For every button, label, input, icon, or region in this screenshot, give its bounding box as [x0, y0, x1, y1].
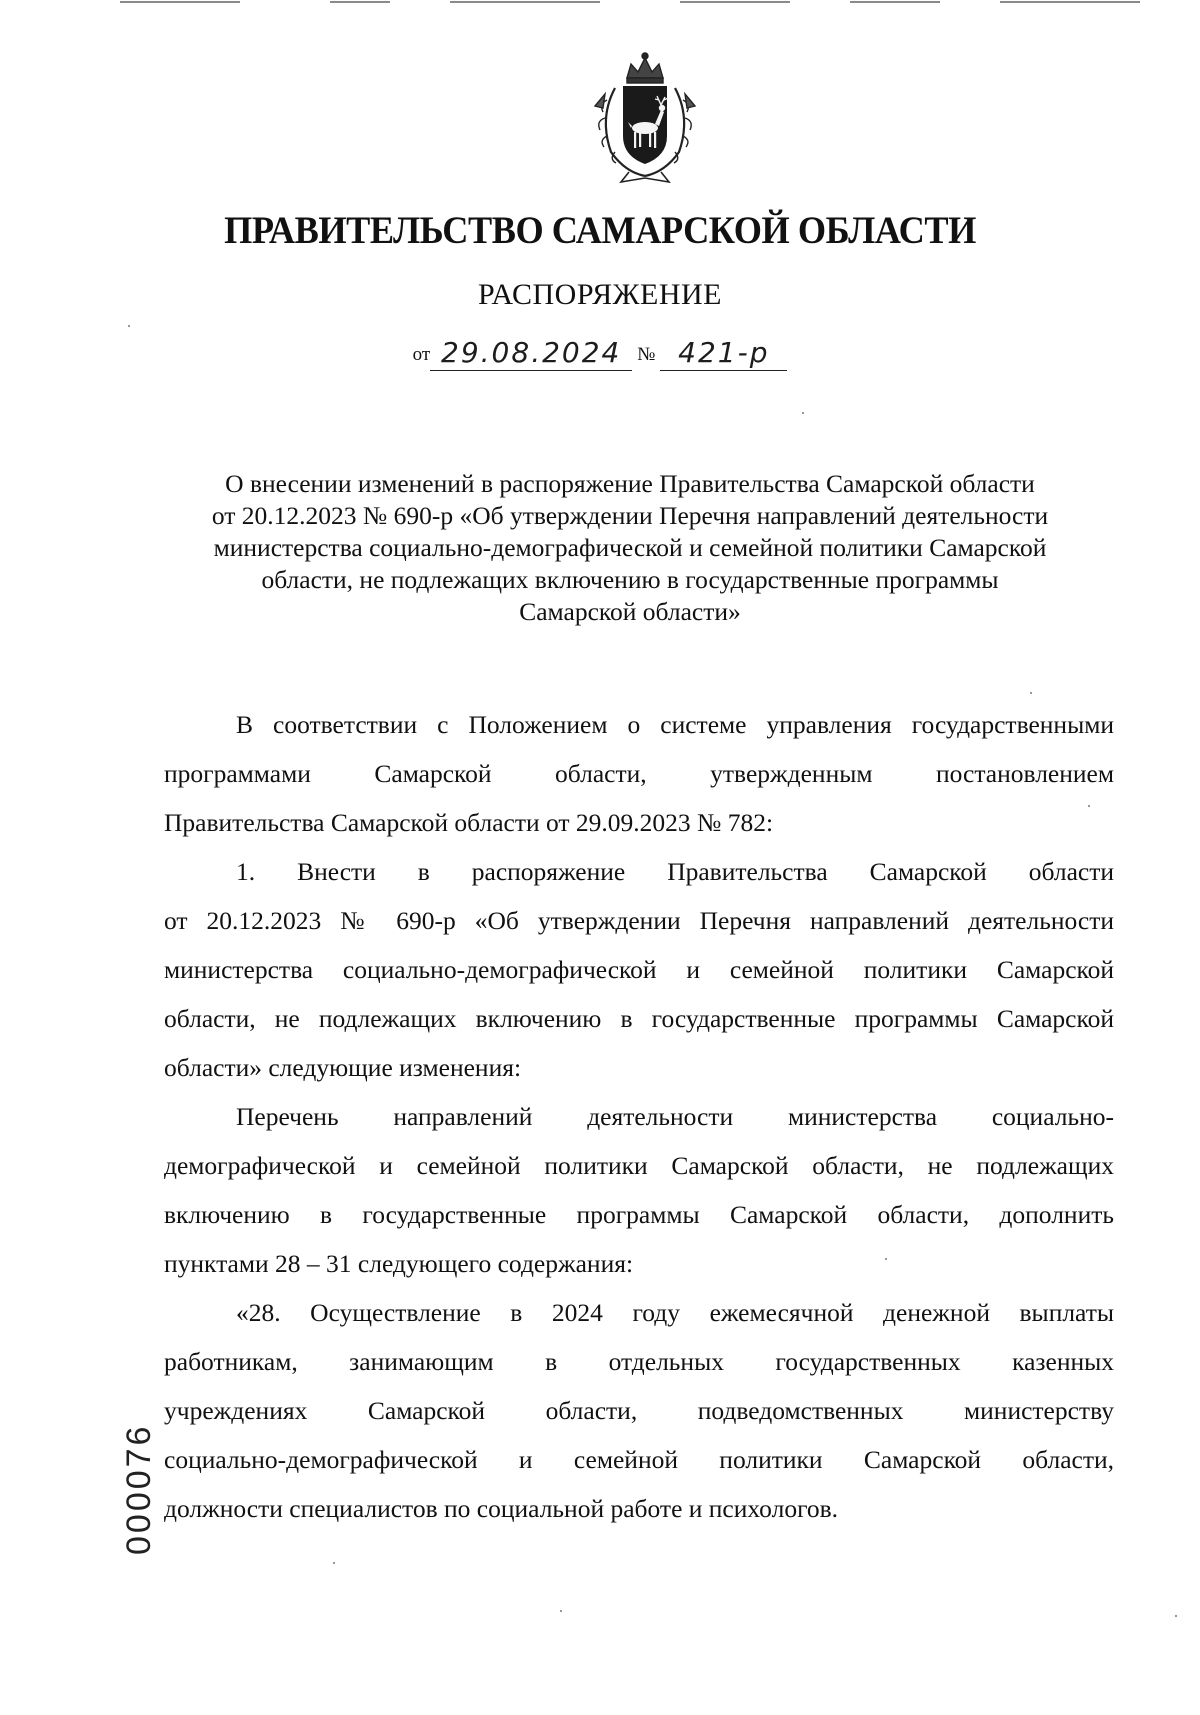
subject-line: О внесении изменений в распоряжение Правительства Самарской области	[225, 469, 1035, 498]
scan-speck	[802, 412, 804, 414]
body-line: области, не подлежащих включению в государственные программы Самарской	[164, 1004, 1114, 1033]
subject-line: области, не подлежащих включению в государственные программы	[261, 565, 999, 594]
body-line: включению в государственные программы Самарской области, дополнить	[164, 1200, 1114, 1229]
body-line: Перечень направлений деятельности министерства социально-	[236, 1102, 1114, 1131]
coat-of-arms-emblem	[585, 48, 705, 188]
body-line: области» следующие изменения:	[164, 1053, 522, 1082]
scan-speck	[1030, 692, 1032, 694]
handwritten-number: 421-р	[660, 336, 787, 371]
body-line: должности специалистов по социальной работе и психологов.	[164, 1494, 839, 1523]
body-line: Правительства Самарской области от 29.09.2023 № 782:	[164, 808, 774, 837]
body-line: министерства социально-демографической и семейной политики Самарской	[164, 955, 1114, 984]
number-sign: №	[637, 344, 656, 365]
date-prefix: от	[412, 344, 431, 365]
subject-line: министерства социально-демографической и семейной политики Самарской	[213, 533, 1047, 562]
scan-speck	[885, 1258, 887, 1260]
clause-1-paragraph	[164, 847, 1114, 1092]
body-line: от 20.12.2023 № 690-р «Об утверждении Перечня направлений деятельности	[164, 906, 1114, 935]
body-line: учреждениях Самарской области, подведомственных министерству	[164, 1396, 1114, 1425]
body-line: работникам, занимающим в отдельных государственных казенных	[164, 1347, 1114, 1376]
body-line: пунктами 28 – 31 следующего содержания:	[164, 1249, 634, 1278]
government-title: ПРАВИТЕЛЬСТВО САМАРСКОЙ ОБЛАСТИ	[224, 209, 976, 252]
list-amendment-paragraph	[164, 1092, 1114, 1288]
scan-speck	[560, 1610, 562, 1612]
subject-line: Самарской области»	[519, 597, 741, 626]
date-number-line	[0, 336, 1200, 371]
body-line: 1. Внести в распоряжение Правительства Самарской области	[236, 857, 1114, 886]
body-line: «28. Осуществление в 2024 году ежемесячной денежной выплаты	[236, 1298, 1114, 1327]
scan-top-edge	[0, 0, 1200, 4]
body-line: программами Самарской области, утвержденным постановлением	[164, 759, 1114, 788]
body-line: демографической и семейной политики Самарской области, не подлежащих	[164, 1151, 1114, 1180]
scan-speck	[1175, 1615, 1177, 1617]
scan-speck	[128, 325, 130, 327]
preamble-paragraph	[164, 700, 1114, 847]
item-28-paragraph	[164, 1288, 1114, 1533]
scan-speck	[1088, 805, 1090, 807]
handwritten-date: 29.08.2024	[430, 336, 632, 371]
body-line: В соответствии с Положением о системе управления государственными	[236, 710, 1114, 739]
scan-speck	[333, 1562, 335, 1564]
document-type: РАСПОРЯЖЕНИЕ	[477, 278, 723, 311]
margin-serial-stamp: 000076	[120, 1423, 158, 1555]
subject-line: от 20.12.2023 № 690-р «Об утверждении Перечня направлений деятельности	[211, 501, 1049, 530]
document-subject	[160, 468, 1100, 628]
body-line: социально-демографической и семейной политики Самарской области,	[164, 1445, 1114, 1474]
